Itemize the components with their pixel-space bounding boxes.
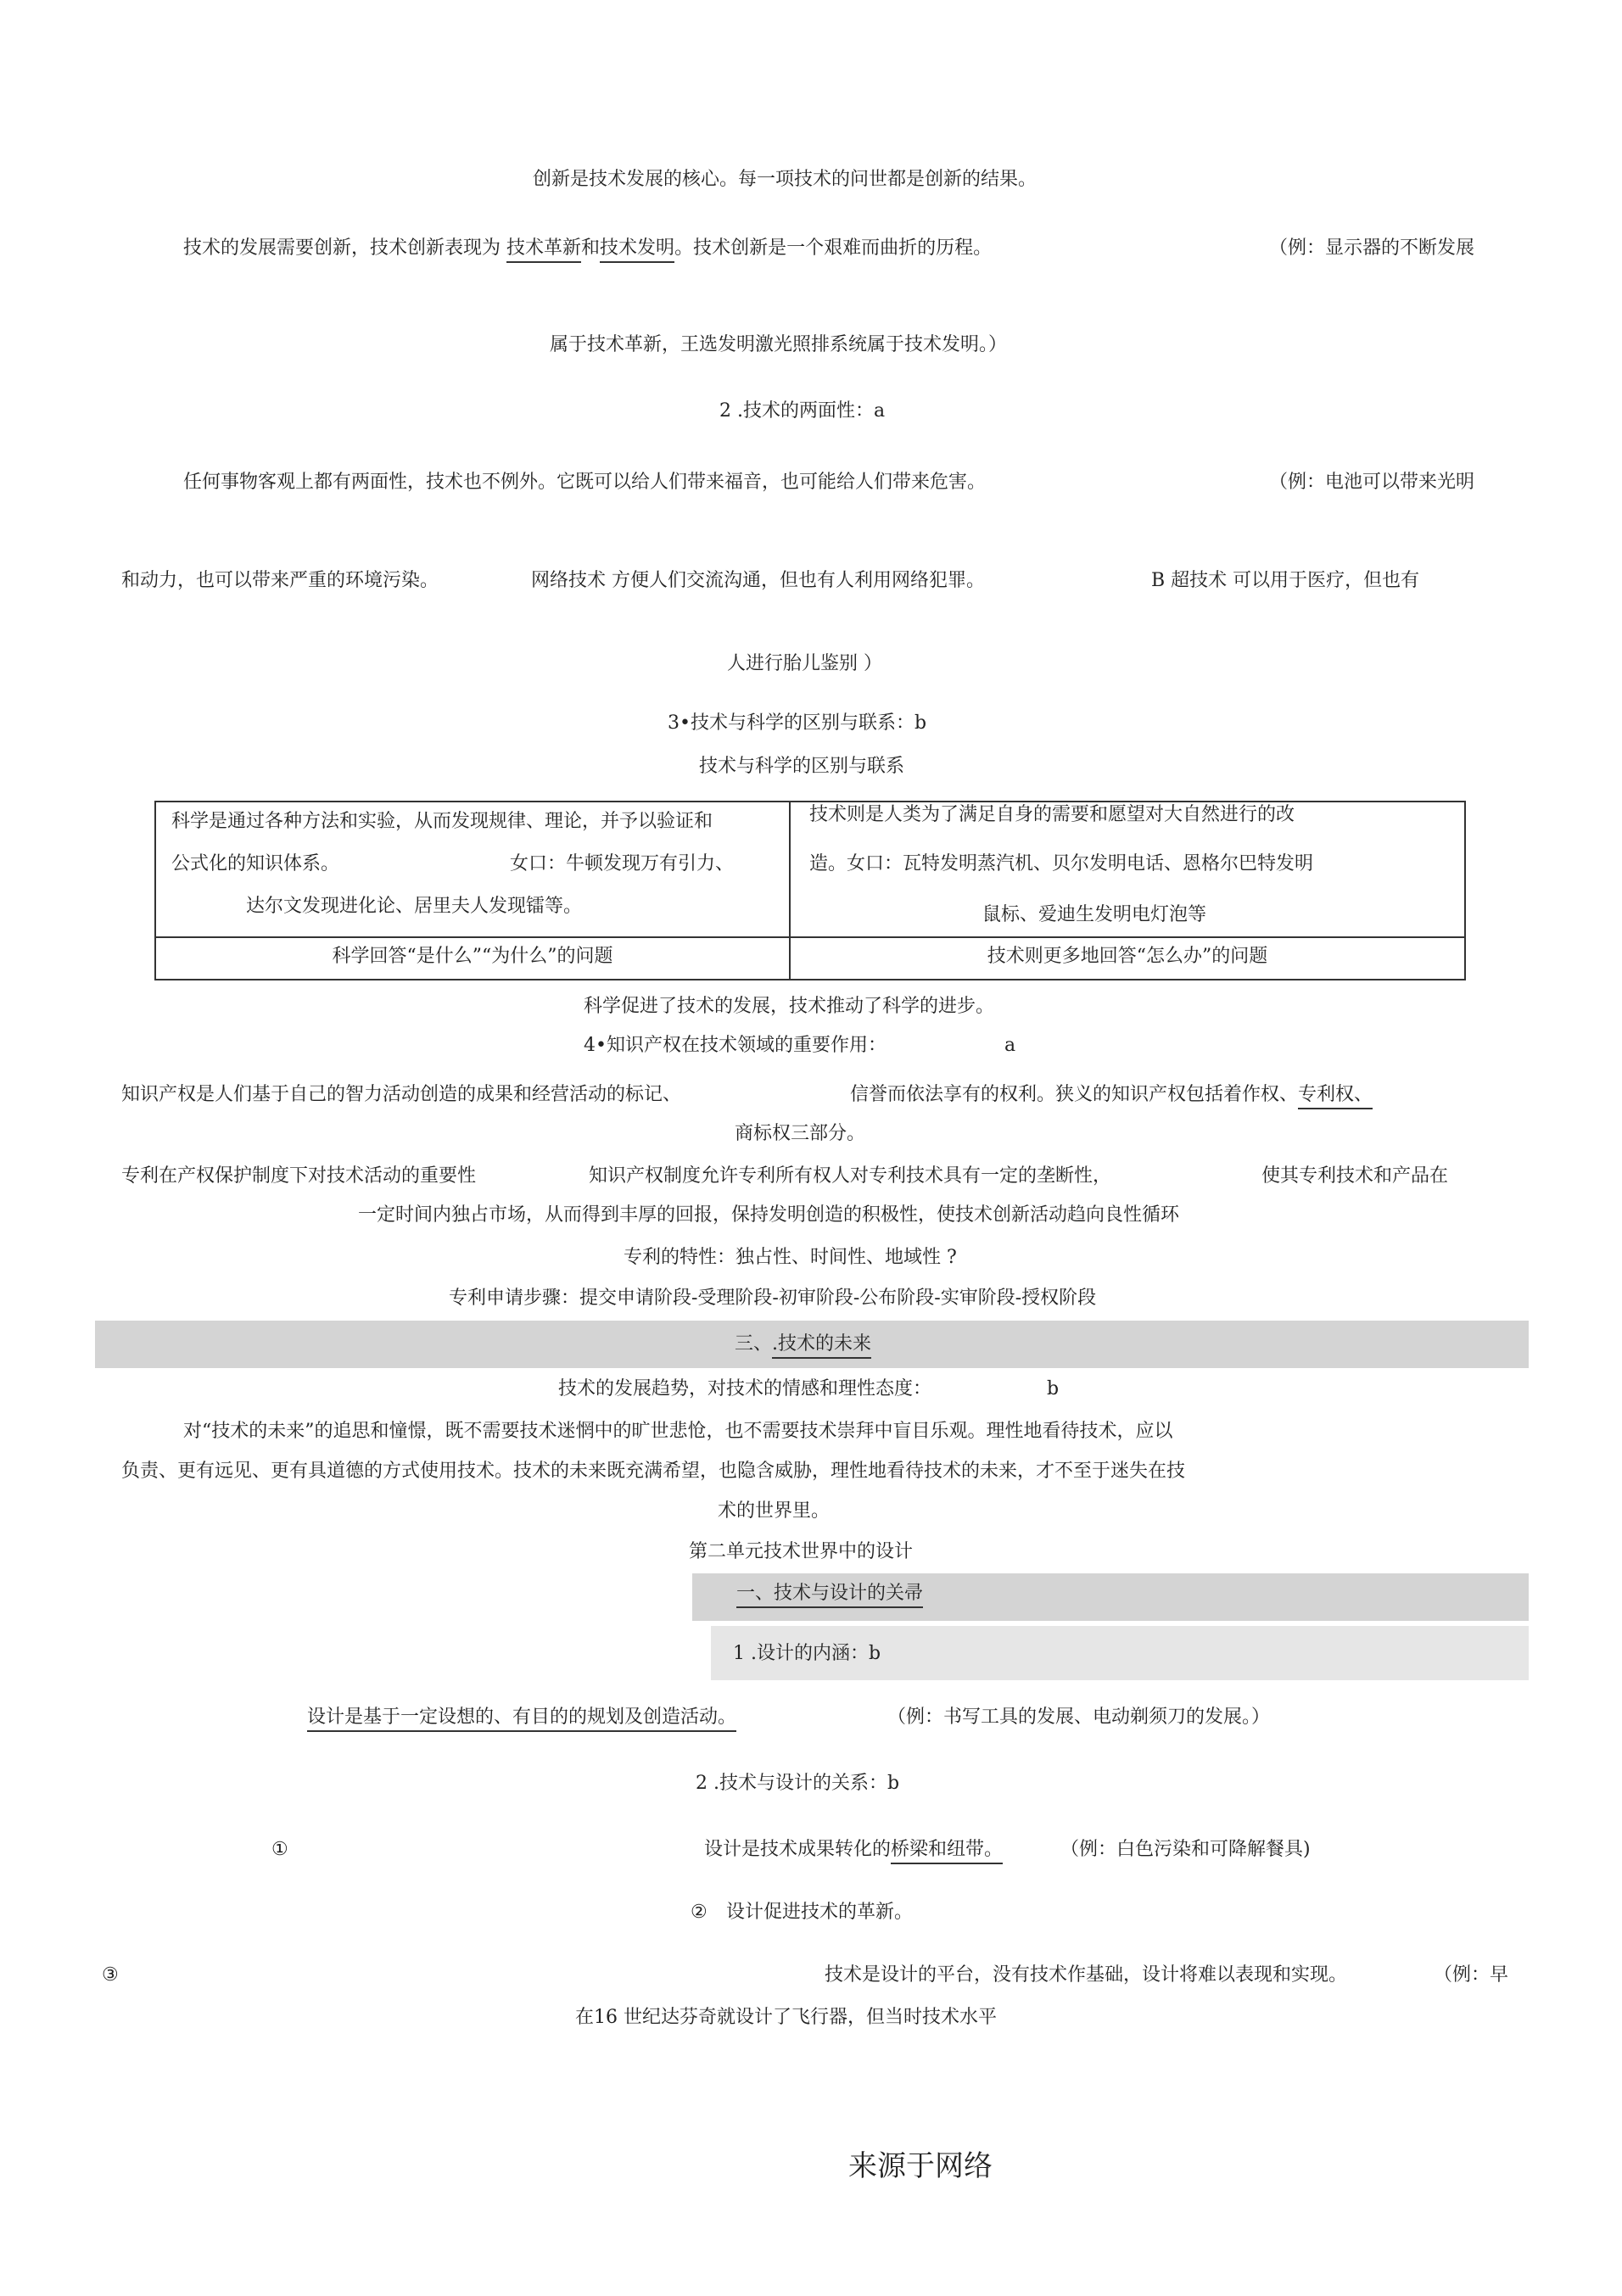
paragraph-promote: 科学促进了技术的发展，技术推动了科学的进步。 (584, 996, 995, 1017)
heading-two-sides: 2 .技术的两面性：a (719, 400, 886, 422)
heading-future-title: .技术的未来 (772, 1333, 871, 1359)
paragraph-two-sides: 任何事物客观上都有两面性，技术也不例外。它既可以给人们带来福音，也可能给人们带来危害。 (183, 472, 987, 493)
patent-text-b: 知识产权制度允许专利所有权人对专利技术具有一定的垄断性， (589, 1165, 1112, 1187)
two-sides-example: （例：电池可以带来光明 (1269, 472, 1475, 493)
science-question: 科学回答“是什么”“为什么”的问题 (155, 937, 790, 980)
list-marker-1: ① (271, 1839, 288, 1860)
tech-line-1: 技术则是人类为了满足自身的需要和愿望对大自然进行的改 (809, 804, 1295, 825)
ip-text-b (850, 1082, 1373, 1108)
innovation-example-continued: 属于技术革新，王选发明激光照排系统属于技术发明。） (550, 334, 1008, 355)
heading-design-meaning: 1 .设计的内涵：b (733, 1643, 881, 1664)
design-definition-text: 设计是基于一定设想的、有目的的规划及创造活动。 (307, 1707, 736, 1732)
term-bridge: 桥梁和纽带。 (891, 1839, 1003, 1864)
tech-question: 技术则更多地回答“怎么办”的问题 (790, 937, 1465, 980)
relation-1 (704, 1837, 1003, 1863)
patent-traits: 专利的特性：独占性、时间性、地域性 ? (624, 1247, 957, 1268)
heading-design-relation: 2 .技术与设计的关系：b (696, 1773, 900, 1794)
two-sides-line-1: 和动力，也可以带来严重的环境污染。 (121, 570, 439, 591)
comparison-table (154, 801, 1466, 980)
ip-text-a: 知识产权是人们基于自己的智力活动创造的成果和经营活动的标记、 (121, 1084, 682, 1105)
future-trend: 技术的发展趋势，对技术的情感和理性态度： (558, 1378, 932, 1399)
paragraph-innovation (183, 236, 992, 261)
relation-3-continued: 在16 世纪达芬奇就设计了飞行器，但当时技术水平 (575, 2007, 997, 2028)
two-sides-line-4: 人进行胎儿鉴别 ） (727, 653, 882, 674)
heading-unit2-section1-title: 一、技术与设计的关帚 (736, 1583, 923, 1608)
ip-text-c: 商标权三部分。 (735, 1123, 866, 1144)
patent-text-c: 使其专利技术和产品在 (1261, 1165, 1449, 1187)
science-line-2b: 女口：牛顿发现万有引力、 (510, 853, 735, 874)
conj-and: 和 (581, 237, 601, 259)
patent-steps: 专利申请步骤：提交申请阶段-受理阶段-初审阶段-公布阶段-实审阶段-授权阶段 (449, 1288, 1097, 1309)
tech-cell (790, 802, 1465, 937)
term-tech-invention: 技术发明 (600, 237, 674, 263)
future-line-3: 术的世界里。 (718, 1500, 831, 1522)
relation-1-example: （例：白色污染和可降解餐具) (1060, 1839, 1311, 1860)
paragraph-innovation-core: 创新是技术发展的核心。每一项技术的问世都是创新的结果。 (533, 169, 1038, 190)
future-trend-level: b (1047, 1378, 1060, 1399)
science-line-1: 科学是通过各种方法和实验，从而发现规律、理论，并予以验证和 (171, 811, 713, 832)
tech-line-2: 造。女口：瓦特发明蒸汽机、贝尔发明电话、恩格尔巴特发明 (809, 853, 1314, 874)
paragraph-innovation-text-a: 技术的发展需要创新，技术创新表现为 (183, 237, 501, 259)
patent-text-a: 专利在产权保护制度下对技术活动的重要性 (121, 1165, 477, 1187)
heading-tech-science: 3•技术与科学的区别与联系：b (668, 712, 927, 734)
footer-source: 来源于网络 (848, 2149, 993, 2183)
ip-text-b-main: 信誉而依法享有的权利。狭义的知识产权包括着作权、 (850, 1084, 1299, 1105)
term-tech-reform: 技术革新 (506, 237, 581, 263)
two-sides-line-2: 网络技术 方便人们交流沟通，但也有人利用网络犯罪。 (531, 570, 985, 591)
relation-2: 设计促进技术的革新。 (726, 1902, 914, 1923)
science-line-3: 达尔文发现进化论、居里夫人发现镭等。 (246, 896, 583, 917)
patent-text-d: 一定时间内独占市场，从而得到丰厚的回报，保持发明创造的积极性，使技术创新活动趋向良性循环 (358, 1204, 1180, 1226)
heading-unit2-section1 (736, 1581, 923, 1606)
science-line-2a: 公式化的知识体系。 (171, 853, 340, 874)
design-definition (307, 1705, 736, 1730)
future-line-1: 对“技术的未来”的追思和憧憬，既不需要技术迷惘中的旷世悲怆，也不需要技术崇拜中盲目乐观。理性地看待技术，应以 (183, 1421, 1173, 1442)
relation-3-example: （例：早 (1434, 1964, 1509, 1986)
future-line-2: 负责、更有远见、更有具道德的方式使用技术。技术的未来既充满希望，也隐含威胁，理性地看待技术的未来，才不至于迷失在技 (121, 1461, 1186, 1482)
heading-future-prefix: 三、 (735, 1333, 773, 1355)
heading-ip: 4•知识产权在技术领域的重要作用： (584, 1035, 887, 1056)
design-example: （例：书写工具的发展、电动剃须刀的发展。） (887, 1707, 1271, 1728)
science-cell (155, 802, 790, 937)
heading-ip-level: a (1004, 1035, 1016, 1056)
paragraph-innovation-text-b: 。技术创新是一个艰难而曲折的历程。 (674, 237, 993, 259)
two-sides-line-3: B 超技术 可以用于医疗，但也有 (1151, 570, 1420, 591)
heading-unit2: 第二单元技术世界中的设计 (689, 1541, 914, 1562)
list-marker-3: ③ (102, 1964, 119, 1986)
tech-line-3: 鼠标、爱迪生发明电灯泡等 (982, 904, 1207, 925)
term-patent-right: 专利权、 (1298, 1084, 1373, 1109)
relation-1-text: 设计是技术成果转化的 (704, 1839, 892, 1860)
table-caption: 技术与科学的区别与联系 (699, 756, 905, 777)
relation-3: 技术是设计的平台，没有技术作基础，设计将难以表现和实现。 (825, 1964, 1348, 1986)
list-marker-2: ② (691, 1902, 708, 1923)
innovation-example: （例：显示器的不断发展 (1269, 237, 1475, 259)
heading-future (735, 1332, 871, 1357)
